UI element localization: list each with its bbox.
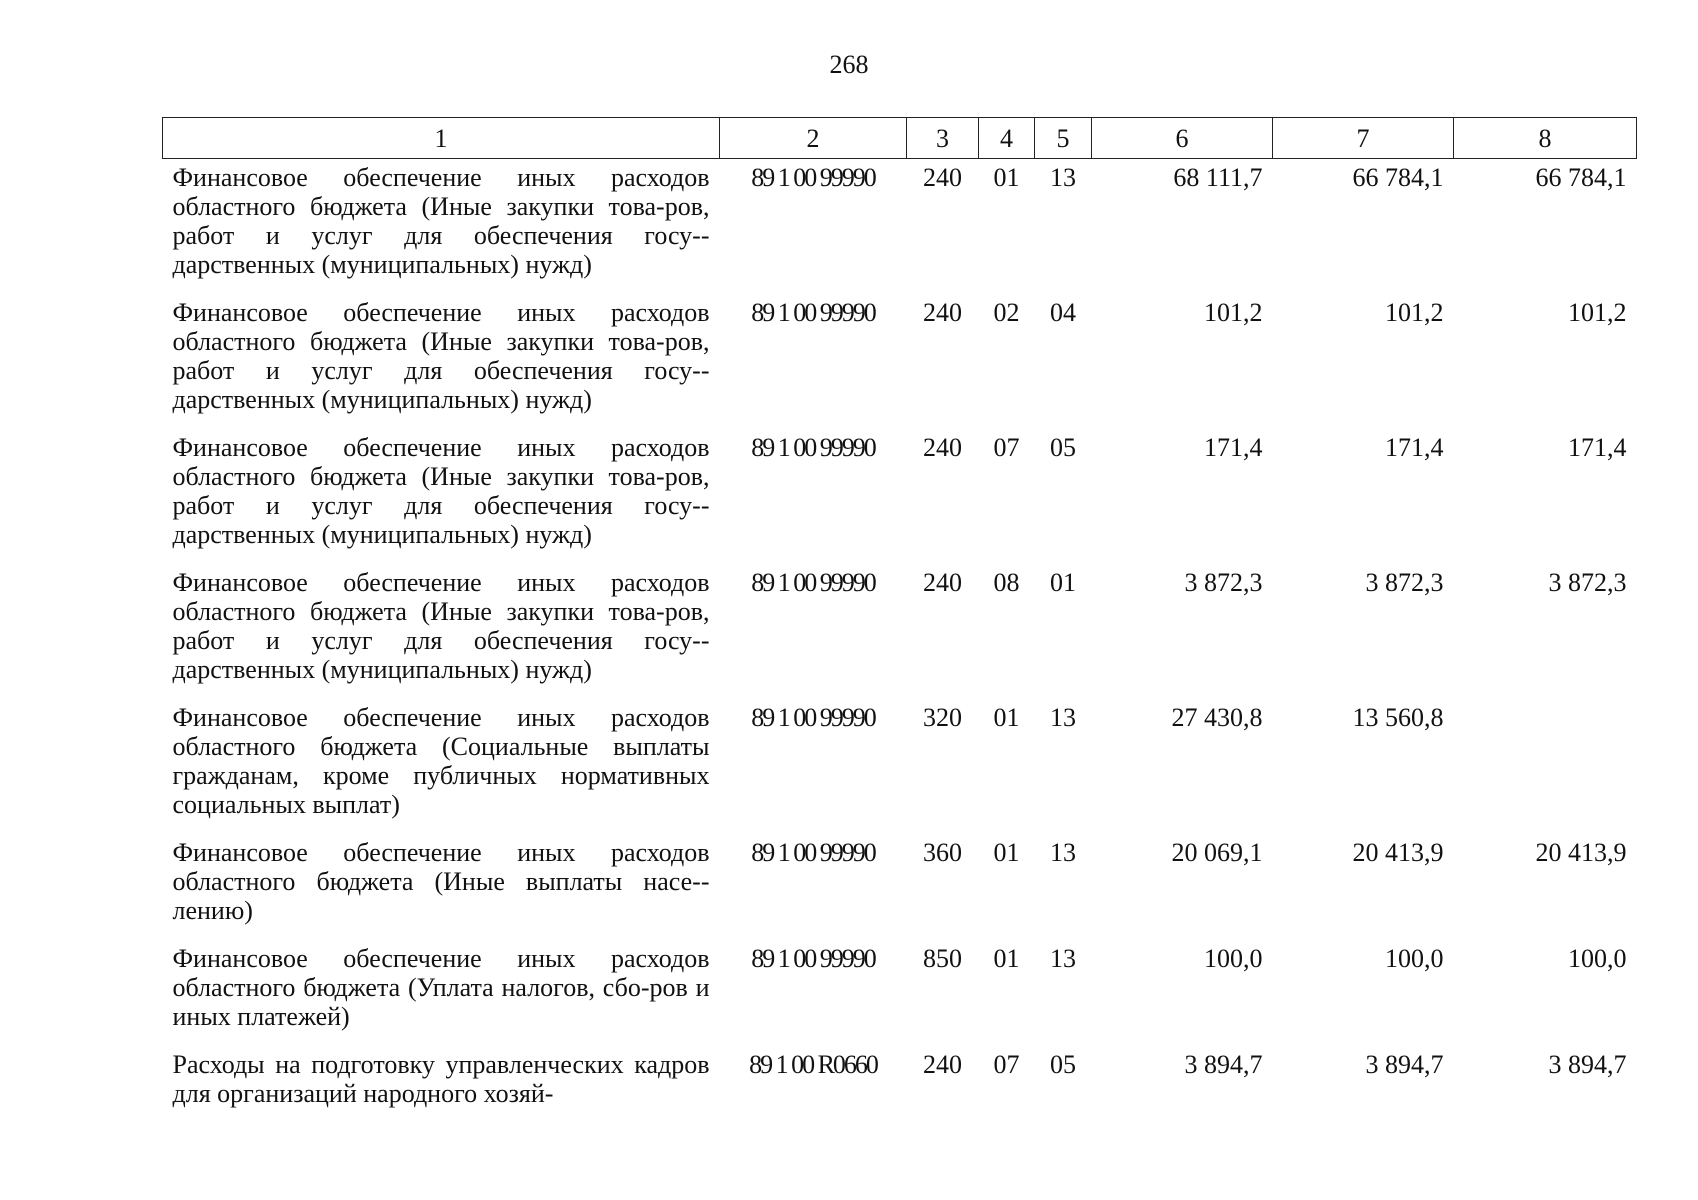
row-name: Финансовое обеспечение иных расходов областного бюджета (Иные выплаты насе-лению) <box>172 838 710 925</box>
row-code: 89 1 00 99990 <box>751 703 875 732</box>
row-col-3: 240 <box>923 433 962 462</box>
row-col-4: 01 <box>993 944 1020 973</box>
row-col-6: 3 894,7 <box>1184 1050 1263 1079</box>
row-code: 89 1 00 99990 <box>751 568 875 597</box>
row-col-7: 66 784,1 <box>1352 163 1444 192</box>
row-col-3: 360 <box>923 838 962 867</box>
page-number: 268 <box>829 50 869 79</box>
row-name: Расходы на подготовку управленческих кадров для организаций народного хозяй- <box>172 1050 710 1108</box>
budget-table <box>162 117 1637 1120</box>
table-row <box>163 426 1637 561</box>
row-col-4: 07 <box>993 1050 1020 1079</box>
header-col-8: 8 <box>1454 118 1637 159</box>
row-col-4: 08 <box>993 568 1020 597</box>
row-col-5: 05 <box>1050 433 1076 462</box>
row-col-3: 240 <box>923 1050 962 1079</box>
row-col-5: 13 <box>1050 163 1076 192</box>
header-col-1: 1 <box>163 118 720 159</box>
table-row <box>163 696 1637 831</box>
row-col-8: 100,0 <box>1568 944 1627 973</box>
row-col-6: 171,4 <box>1204 433 1263 462</box>
row-col-4: 01 <box>993 163 1020 192</box>
row-col-7: 20 413,9 <box>1352 838 1444 867</box>
row-col-3: 320 <box>923 703 962 732</box>
row-name: Финансовое обеспечение иных расходов областного бюджета (Иные закупки това-ров, работ и услуг для обеспечения госу-дарственных (муниципальных) нужд) <box>172 298 710 414</box>
header-col-3: 3 <box>907 118 979 159</box>
row-name: Финансовое обеспечение иных расходов областного бюджета (Социальные выплаты гражданам, кроме публичных нормативных социальных выплат) <box>172 703 710 819</box>
row-col-6: 3 872,3 <box>1184 568 1263 597</box>
row-col-7: 13 560,8 <box>1352 703 1444 732</box>
row-col-5: 01 <box>1050 568 1076 597</box>
header-col-2: 2 <box>720 118 907 159</box>
row-col-8: 3 894,7 <box>1548 1050 1627 1079</box>
row-code: 89 1 00 99990 <box>751 433 875 462</box>
row-col-5: 04 <box>1050 298 1076 327</box>
header-col-5: 5 <box>1035 118 1092 159</box>
table-row <box>163 291 1637 426</box>
row-col-7: 171,4 <box>1385 433 1444 462</box>
row-col-6: 68 111,7 <box>1173 163 1263 192</box>
row-code: 89 1 00 99990 <box>751 838 875 867</box>
row-col-3: 240 <box>923 298 962 327</box>
row-col-5: 05 <box>1050 1050 1076 1079</box>
table-row <box>163 1043 1637 1120</box>
header-col-7: 7 <box>1273 118 1454 159</box>
row-col-3: 240 <box>923 568 962 597</box>
row-col-8: 20 413,9 <box>1535 838 1627 867</box>
row-col-8: 66 784,1 <box>1535 163 1627 192</box>
table-row <box>163 159 1637 292</box>
row-col-7: 3 872,3 <box>1365 568 1444 597</box>
row-col-3: 240 <box>923 163 962 192</box>
table-row <box>163 937 1637 1043</box>
row-col-4: 02 <box>993 298 1020 327</box>
row-col-4: 07 <box>993 433 1020 462</box>
row-col-4: 01 <box>993 838 1020 867</box>
row-code: 89 1 00 R0660 <box>749 1050 877 1079</box>
row-col-8: 3 872,3 <box>1548 568 1627 597</box>
row-name: Финансовое обеспечение иных расходов областного бюджета (Иные закупки това-ров, работ и услуг для обеспечения госу-дарственных (муниципальных) нужд) <box>172 163 710 279</box>
header-col-6: 6 <box>1092 118 1273 159</box>
row-col-8: 171,4 <box>1568 433 1627 462</box>
row-code: 89 1 00 99990 <box>751 944 875 973</box>
table-row <box>163 831 1637 937</box>
row-col-4: 01 <box>993 703 1020 732</box>
row-col-5: 13 <box>1050 944 1076 973</box>
row-col-6: 20 069,1 <box>1171 838 1263 867</box>
row-name: Финансовое обеспечение иных расходов областного бюджета (Иные закупки това-ров, работ и услуг для обеспечения госу-дарственных (муниципальных) нужд) <box>172 568 710 684</box>
header-row <box>163 118 1637 159</box>
row-col-7: 3 894,7 <box>1365 1050 1444 1079</box>
row-col-6: 27 430,8 <box>1171 703 1263 732</box>
row-name: Финансовое обеспечение иных расходов областного бюджета (Уплата налогов, сбо-ров и иных платежей) <box>172 944 710 1031</box>
row-col-5: 13 <box>1050 703 1076 732</box>
table-row <box>163 561 1637 696</box>
row-name: Финансовое обеспечение иных расходов областного бюджета (Иные закупки това-ров, работ и услуг для обеспечения госу-дарственных (муниципальных) нужд) <box>172 433 710 549</box>
row-col-3: 850 <box>923 944 962 973</box>
row-code: 89 1 00 99990 <box>751 298 875 327</box>
row-col-7: 100,0 <box>1385 944 1444 973</box>
row-col-5: 13 <box>1050 838 1076 867</box>
row-col-7: 101,2 <box>1385 298 1444 327</box>
row-col-8: 101,2 <box>1568 298 1627 327</box>
row-col-6: 100,0 <box>1204 944 1263 973</box>
row-col-8 <box>1454 696 1637 831</box>
row-code: 89 1 00 99990 <box>751 163 875 192</box>
row-col-6: 101,2 <box>1204 298 1263 327</box>
header-col-4: 4 <box>979 118 1035 159</box>
